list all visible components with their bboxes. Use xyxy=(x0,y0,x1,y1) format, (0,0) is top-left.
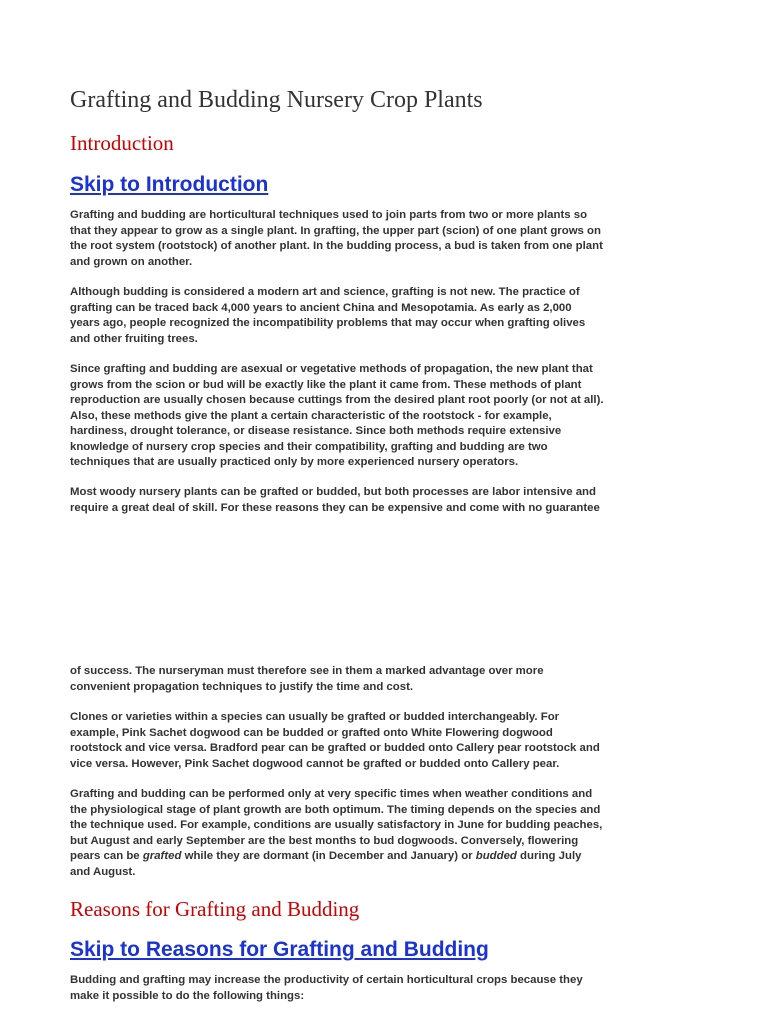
text-line: grows from the scion or bud will be exactly like the plant it came from. These methods of plant xyxy=(70,378,582,391)
text-line: and August. xyxy=(70,865,136,878)
text-line: Since grafting and budding are asexual or vegetative methods of propagation, the new plant that xyxy=(70,363,593,375)
text-line: require a great deal of skill. For these reasons they can be expensive and come with no guarantee xyxy=(70,501,600,514)
text-line: the physiological stage of plant growth are both optimum. The timing depends on the species and xyxy=(70,803,601,816)
text-line: make it possible to do the following things: xyxy=(70,989,305,1002)
text-line: hardiness, drought tolerance, or disease resistance. Since both methods require extensive xyxy=(70,425,562,437)
text-line: the root system (rootstock) of another plant. In the budding process, a bud is taken from one plant xyxy=(70,240,603,252)
paragraph-clones-varieties xyxy=(70,710,700,772)
text-line: and other fruiting trees. xyxy=(70,332,198,345)
text-line: and grown on another. xyxy=(70,255,193,268)
text-line: Budding and grafting may increase the productivity of certain horticultural crops because they xyxy=(70,974,583,986)
text-fragment: pears can be xyxy=(70,850,143,862)
text-line: Most woody nursery plants can be grafted or budded, but both processes are labor intensive and xyxy=(70,486,596,498)
paragraph-productivity xyxy=(70,973,700,1004)
emphasis-grafted: grafted xyxy=(142,850,182,862)
section-heading-reasons: Reasons for Grafting and Budding xyxy=(70,897,360,921)
text-line: grafting can be traced back 4,000 years to ancient China and Mesopotamia. As early as 2,000 xyxy=(70,301,572,314)
text-line: techniques that are usually practiced only by more experienced nursery operators. xyxy=(70,456,519,468)
text-line: the technique used. For example, conditions are usually satisfactory in June for budding peaches, xyxy=(70,819,603,831)
text-line: that they appear to grow as a single plant. In grafting, the upper part (scion) of one plant grows on xyxy=(70,224,601,237)
text-line: knowledge of nursery crop species and their compatibility, grafting and budding are two xyxy=(70,440,548,453)
text-line: Grafting and budding can be performed only at very specific times when weather conditions and xyxy=(70,788,593,800)
text-line: Clones or varieties within a species can usually be grafted or budded interchangeably. For xyxy=(70,711,560,723)
text-line: example, Pink Sachet dogwood can be budded or grafted onto White Flowering dogwood xyxy=(70,726,553,739)
text-line: reproduction are usually chosen because cuttings from the desired plant root poorly (or not at all). xyxy=(70,394,604,406)
section-heading-introduction: Introduction xyxy=(70,131,174,155)
text-line: Grafting and budding are horticultural techniques used to join parts from two or more plants so xyxy=(70,209,588,221)
text-line: years ago, people recognized the incompatibility problems that may occur when grafting olives xyxy=(70,317,586,329)
emphasis-budded: budded xyxy=(475,850,517,862)
skip-to-introduction-link[interactable]: Skip to Introduction xyxy=(70,173,269,196)
paragraph-definition xyxy=(70,208,700,270)
text-line: of success. The nurseryman must therefore see in them a marked advantage over more xyxy=(70,665,544,677)
text-line: but August and early September are the best months to bud dogwoods. Conversely, flowering xyxy=(70,834,579,847)
text-line: vice versa. However, Pink Sachet dogwood cannot be grafted or budded onto Callery pear. xyxy=(70,757,560,770)
text-line: convenient propagation techniques to justify the time and cost. xyxy=(70,680,414,693)
paragraph-labor-intensive-continued xyxy=(70,664,700,695)
paragraph-asexual-propagation xyxy=(70,362,700,471)
paragraph-history xyxy=(70,285,700,347)
text-line: rootstock and vice versa. Bradford pear can be grafted or budded onto Callery pear rootstock and xyxy=(70,742,600,754)
document-title: Grafting and Budding Nursery Crop Plants xyxy=(70,87,483,113)
text-line-with-emphasis xyxy=(70,849,700,865)
text-fragment: while they are dormant (in December and January) or xyxy=(181,850,476,862)
text-line: Although budding is considered a modern art and science, grafting is not new. The practice of xyxy=(70,286,580,298)
paragraph-timing xyxy=(70,787,700,880)
paragraph-labor-intensive xyxy=(70,485,700,516)
text-fragment: during July xyxy=(516,850,582,862)
skip-to-reasons-link[interactable]: Skip to Reasons for Grafting and Budding xyxy=(70,938,489,961)
text-line: Also, these methods give the plant a certain characteristic of the rootstock - for example, xyxy=(70,409,552,422)
